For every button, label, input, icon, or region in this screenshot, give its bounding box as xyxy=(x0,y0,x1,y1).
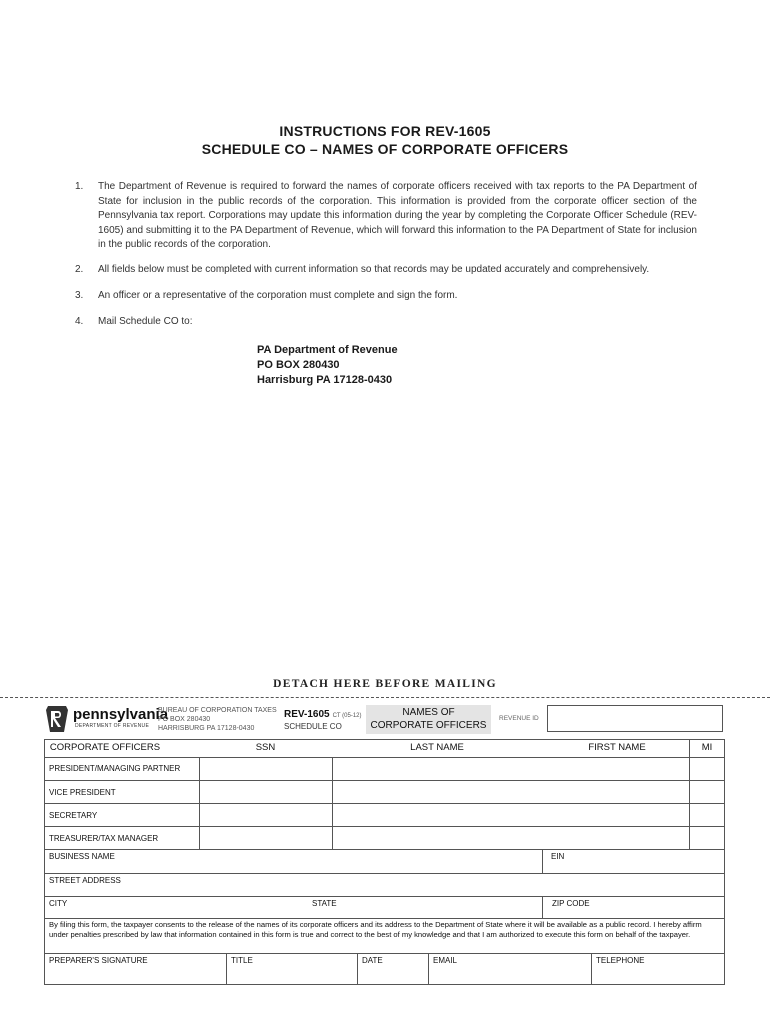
department-label: DEPARTMENT OF REVENUE xyxy=(75,723,150,729)
officer-row-vice-president: VICE PRESIDENT xyxy=(49,788,116,797)
grid-line xyxy=(428,953,429,985)
bureau-line-3: HARRISBURG PA 17128-0430 xyxy=(158,725,255,732)
grid-line xyxy=(591,953,592,985)
form-title-line-1: NAMES OF xyxy=(402,707,455,718)
instruction-text: An officer or a representative of the corporation must complete and sign the form. xyxy=(98,290,458,301)
grid-line xyxy=(44,896,725,897)
grid-line xyxy=(542,849,543,873)
grid-line xyxy=(542,896,543,918)
business-name-field[interactable]: BUSINESS NAME xyxy=(49,852,115,861)
grid-line xyxy=(357,953,358,985)
column-header-ssn: SSN xyxy=(255,742,276,753)
revenue-id-input[interactable] xyxy=(547,705,723,732)
instruction-item-1 xyxy=(75,180,697,253)
state-field[interactable]: STATE xyxy=(312,899,337,908)
zip-code-field[interactable]: ZIP CODE xyxy=(552,899,590,908)
address-line-2: PO BOX 280430 xyxy=(257,359,340,371)
bureau-address xyxy=(158,706,277,733)
telephone-field[interactable]: TELEPHONE xyxy=(596,956,645,965)
instruction-number: 1. xyxy=(75,181,84,192)
instruction-item-3 xyxy=(75,289,697,304)
column-header-last-name: LAST NAME xyxy=(410,742,464,753)
grid-line xyxy=(226,953,227,985)
bureau-line-2: PO BOX 280430 xyxy=(158,716,211,723)
preparer-signature-field[interactable]: PREPARER'S SIGNATURE xyxy=(49,956,148,965)
officer-row-treasurer: TREASURER/TAX MANAGER xyxy=(49,834,159,843)
form-title-line-2: CORPORATE OFFICERS xyxy=(370,719,487,731)
city-field[interactable]: CITY xyxy=(49,899,68,908)
grid-line xyxy=(44,826,725,827)
instruction-number: 4. xyxy=(75,316,84,327)
column-header-mi: MI xyxy=(701,742,713,753)
mailing-address xyxy=(257,343,398,388)
grid-line xyxy=(689,739,690,849)
form-title-box xyxy=(366,705,491,734)
instruction-text: The Department of Revenue is required to forward the names of corporate officers received with tax reports to the PA Department of State for inclusion in the public records of the corporation. This information is provided from the corporate officer section of the Pennsylvania tax report. Corporations may update this information during the year by completing the Corporate Officer Schedule (REV-1605) and submitting it to the PA Department of Revenue, which will forward this information to the PA Department of State for inclusion in the public records of the corporation. xyxy=(98,181,697,251)
column-header-corporate-officers: CORPORATE OFFICERS xyxy=(49,742,161,753)
bureau-line-1: BUREAU OF CORPORATION TAXES xyxy=(158,707,277,714)
instructions-title: INSTRUCTIONS FOR REV-1605 xyxy=(279,123,491,139)
ein-field[interactable]: EIN xyxy=(551,852,565,861)
grid-line xyxy=(44,780,725,781)
form-number xyxy=(284,709,362,720)
instruction-number: 3. xyxy=(75,290,84,301)
instruction-item-2 xyxy=(75,263,697,278)
officer-row-president: PRESIDENT/MANAGING PARTNER xyxy=(49,764,181,773)
detach-dashed-line xyxy=(0,697,770,698)
schedule-label: SCHEDULE CO xyxy=(284,722,342,731)
instruction-text: All fields below must be completed with current information so that records may be updated accurately and comprehensively. xyxy=(98,264,650,275)
instructions-subtitle: SCHEDULE CO – NAMES OF CORPORATE OFFICERS xyxy=(201,141,569,157)
grid-line xyxy=(44,873,725,874)
grid-line xyxy=(44,849,725,850)
grid-line xyxy=(44,803,725,804)
grid-line xyxy=(332,757,333,849)
revenue-id-label: REVENUE ID xyxy=(499,715,539,722)
officer-row-secretary: SECRETARY xyxy=(49,811,98,820)
address-line-1: PA Department of Revenue xyxy=(257,344,398,356)
grid-line xyxy=(44,757,725,758)
instruction-text: Mail Schedule CO to: xyxy=(98,316,193,327)
form-revision: CT (05-12) xyxy=(332,713,362,719)
address-line-3: Harrisburg PA 17128-0430 xyxy=(257,374,393,386)
grid-line xyxy=(199,757,200,849)
keystone-logo-icon xyxy=(46,706,68,732)
pennsylvania-wordmark: pennsylvania xyxy=(73,706,169,723)
title-field[interactable]: TITLE xyxy=(231,956,253,965)
form-number-text: REV-1605 xyxy=(284,709,330,720)
grid-line xyxy=(44,953,725,954)
officers-form xyxy=(44,739,725,985)
email-field[interactable]: EMAIL xyxy=(433,956,458,965)
consent-statement: By filing this form, the taxpayer consents to the release of the names of its corporate officers and its address to the Department of State where it will be available as a public record. I hereby affirm under penalties prescribed by law that information contained in this form is true and correct to the best of my knowledge and that I am authorized to execute this form on behalf of the taxpayer. xyxy=(49,920,702,939)
column-header-first-name: FIRST NAME xyxy=(588,742,646,753)
date-field[interactable]: DATE xyxy=(362,956,383,965)
detach-label: DETACH HERE BEFORE MAILING xyxy=(273,678,497,690)
instruction-number: 2. xyxy=(75,264,84,275)
grid-line xyxy=(44,918,725,919)
street-address-field[interactable]: STREET ADDRESS xyxy=(49,876,121,885)
instruction-item-4 xyxy=(75,315,697,330)
